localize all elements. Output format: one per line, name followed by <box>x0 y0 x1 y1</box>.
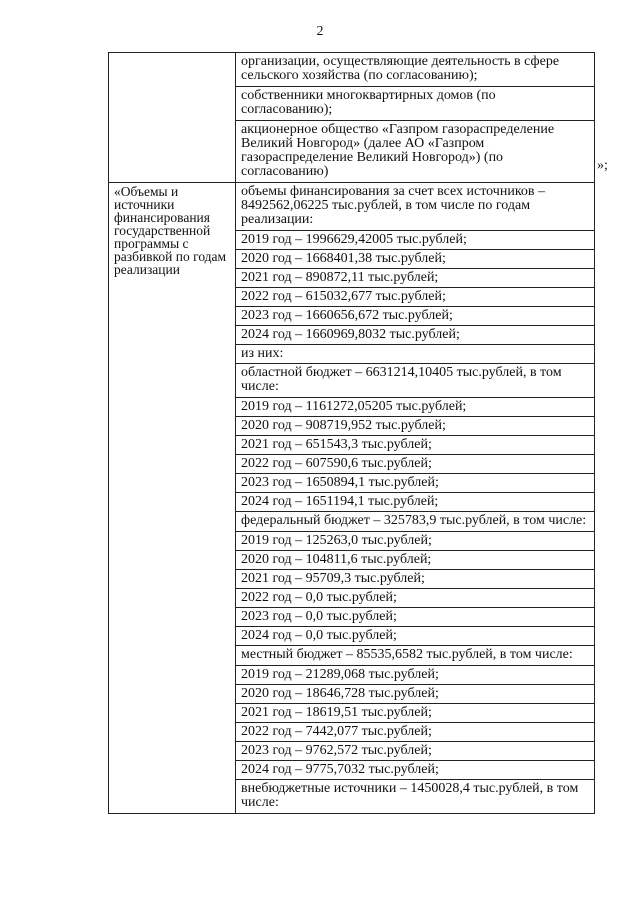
regional-budget-total: областной бюджет – 6631214,10405 тыс.рублей, в том числе: <box>236 364 594 398</box>
list-item: 2021 год – 890872,11 тыс.рублей; <box>236 269 594 288</box>
list-item: 2019 год – 125263,0 тыс.рублей; <box>236 532 594 551</box>
list-item: 2023 год – 9762,572 тыс.рублей; <box>236 742 594 761</box>
list-item: 2024 год – 1660969,8032 тыс.рублей; <box>236 326 594 345</box>
row-header-cell <box>109 183 236 814</box>
list-item: акционерное общество «Газпром газораспределение Великий Новгород» (далее АО «Газпром газораспределение Великий Новгород») (по согласованию) <box>241 122 555 179</box>
closing-quote-mark: »; <box>597 158 608 173</box>
list-item: 2021 год – 95709,3 тыс.рублей; <box>236 570 594 589</box>
list-item: 2022 год – 615032,677 тыс.рублей; <box>236 288 594 307</box>
list-item: 2023 год – 1650894,1 тыс.рублей; <box>236 474 594 493</box>
extrabudgetary-total: внебюджетные источники – 1450028,4 тыс.рублей, в том числе: <box>241 781 579 810</box>
list-item: 2024 год – 0,0 тыс.рублей; <box>236 627 594 646</box>
list-item: собственники многоквартирных домов (по согласованию); <box>236 87 594 121</box>
list-item: 2019 год – 1996629,42005 тыс.рублей; <box>236 231 594 250</box>
list-item: 2020 год – 18646,728 тыс.рублей; <box>236 685 594 704</box>
list-item: 2024 год – 9775,7032 тыс.рублей; <box>236 761 594 780</box>
program-passport-table <box>108 52 595 814</box>
list-item: из них: <box>236 345 594 364</box>
table-row <box>109 53 595 183</box>
list-item: 2019 год – 21289,068 тыс.рублей; <box>236 666 594 685</box>
local-budget-total: местный бюджет – 85535,6582 тыс.рублей, в том числе: <box>236 646 594 666</box>
list-item: 2024 год – 1651194,1 тыс.рублей; <box>236 493 594 512</box>
list-item: 2021 год – 18619,51 тыс.рублей; <box>236 704 594 723</box>
row-content-cell <box>236 53 595 183</box>
list-item: организации, осуществляющие деятельность в сфере сельского хозяйства (по согласованию); <box>236 53 594 87</box>
financing-cell <box>236 183 595 814</box>
list-item: 2022 год – 7442,077 тыс.рублей; <box>236 723 594 742</box>
list-item: 2020 год – 104811,6 тыс.рублей; <box>236 551 594 570</box>
list-item: 2021 год – 651543,3 тыс.рублей; <box>236 436 594 455</box>
list-item: 2020 год – 908719,952 тыс.рублей; <box>236 417 594 436</box>
list-item: 2022 год – 607590,6 тыс.рублей; <box>236 455 594 474</box>
list-item: 2023 год – 0,0 тыс.рублей; <box>236 608 594 627</box>
row-header-text <box>109 53 235 55</box>
page-number: 2 <box>316 24 324 39</box>
federal-budget-total: федеральный бюджет – 325783,9 тыс.рублей, в том числе: <box>236 512 594 532</box>
table-row <box>109 183 595 814</box>
list-item: 2019 год – 1161272,05205 тыс.рублей; <box>236 398 594 417</box>
financing-total: объемы финансирования за счет всех источников – 8492562,06225 тыс.рублей, в том числе по годам реализации: <box>236 183 594 231</box>
list-item: 2022 год – 0,0 тыс.рублей; <box>236 589 594 608</box>
list-item: 2020 год – 1668401,38 тыс.рублей; <box>236 250 594 269</box>
list-item: 2023 год – 1660656,672 тыс.рублей; <box>236 307 594 326</box>
row-header-cell <box>109 53 236 183</box>
row-header-text: «Объемы и источники финансирования государственной программы с разбивкой по годам реализации <box>114 184 227 277</box>
